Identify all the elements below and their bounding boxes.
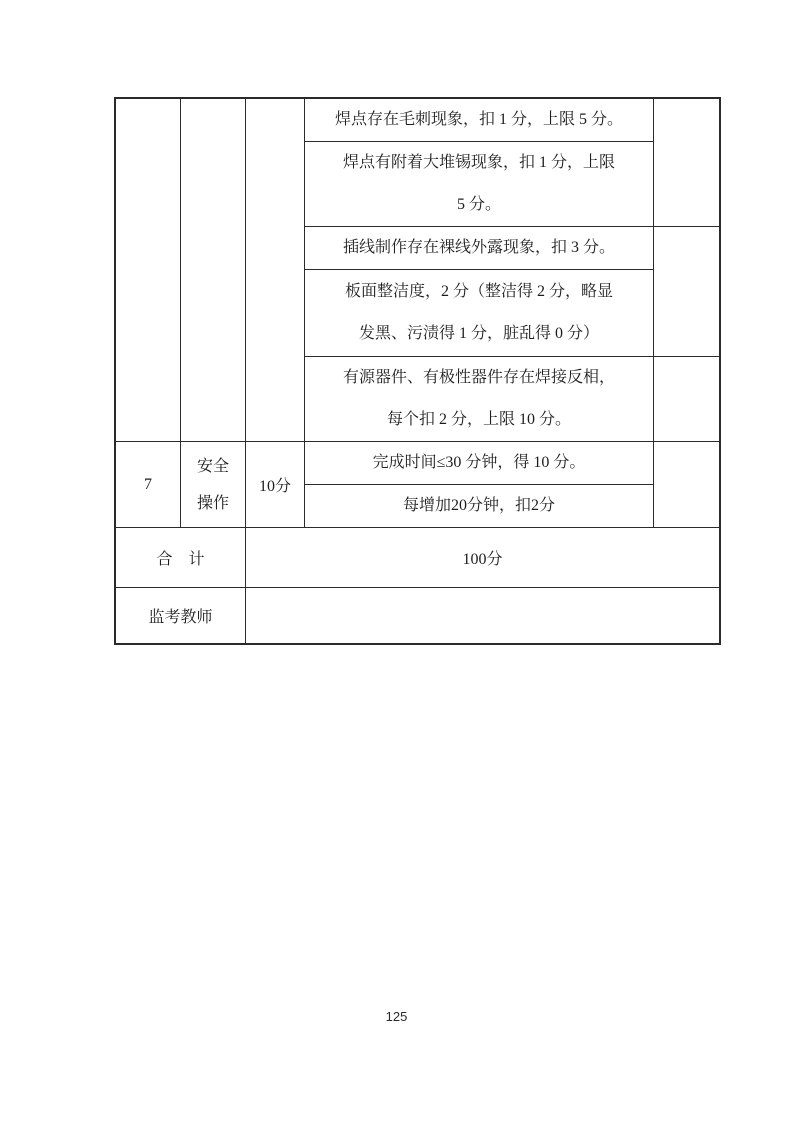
criteria-cell [305, 442, 654, 485]
criteria-line: 每个扣 2 分，上限 10 分。 [386, 411, 571, 428]
item-name-line: 安全 [196, 457, 229, 475]
score-entry-cell [654, 357, 721, 442]
criteria-line: 完成时间≤30 分钟，得 10 分。 [372, 454, 586, 471]
criteria-cell [305, 357, 654, 442]
item-name-line: 操作 [196, 494, 229, 512]
criteria-cell [305, 485, 654, 528]
scoring-table [114, 97, 721, 645]
criteria-line: 发黑、污渍得 1 分，脏乱得 0 分） [358, 325, 599, 342]
examiner-signature-cell [246, 588, 721, 644]
table-row [115, 588, 720, 644]
item-name-cell [181, 442, 246, 528]
score-entry-cell [654, 98, 721, 227]
item-column-continuation-cell [181, 98, 246, 442]
criteria-line: 焊点存在毛刺现象，扣 1 分，上限 5 分。 [334, 111, 623, 128]
criteria-cell [305, 270, 654, 357]
criteria-line: 5 分。 [456, 196, 501, 213]
criteria-line: 焊点有附着大堆锡现象，扣 1 分，上限 [342, 154, 615, 171]
criteria-cell [305, 98, 654, 142]
examiner-label-cell: 监考教师 [115, 588, 246, 644]
table-row [115, 528, 720, 588]
serial-number-cell: 7 [115, 442, 181, 528]
item-points-cell: 10分 [246, 442, 305, 528]
criteria-line: 每增加20分钟，扣2分 [402, 497, 555, 514]
score-entry-cell [654, 442, 721, 528]
page-number: 125 [385, 1009, 408, 1024]
serial-column-continuation-cell [115, 98, 181, 442]
total-value-cell: 100分 [246, 528, 721, 588]
points-column-continuation-cell [246, 98, 305, 442]
score-entry-cell [654, 227, 721, 357]
criteria-cell [305, 227, 654, 270]
total-label-cell: 合 计 [115, 528, 246, 588]
criteria-line: 板面整洁度，2 分（整洁得 2 分，略显 [344, 283, 613, 300]
table-row [115, 98, 720, 142]
criteria-line: 有源器件、有极性器件存在焊接反相， [342, 369, 615, 386]
table-row [115, 442, 720, 485]
criteria-line: 插线制作存在裸线外露现象，扣 3 分。 [342, 239, 615, 256]
criteria-cell [305, 142, 654, 227]
